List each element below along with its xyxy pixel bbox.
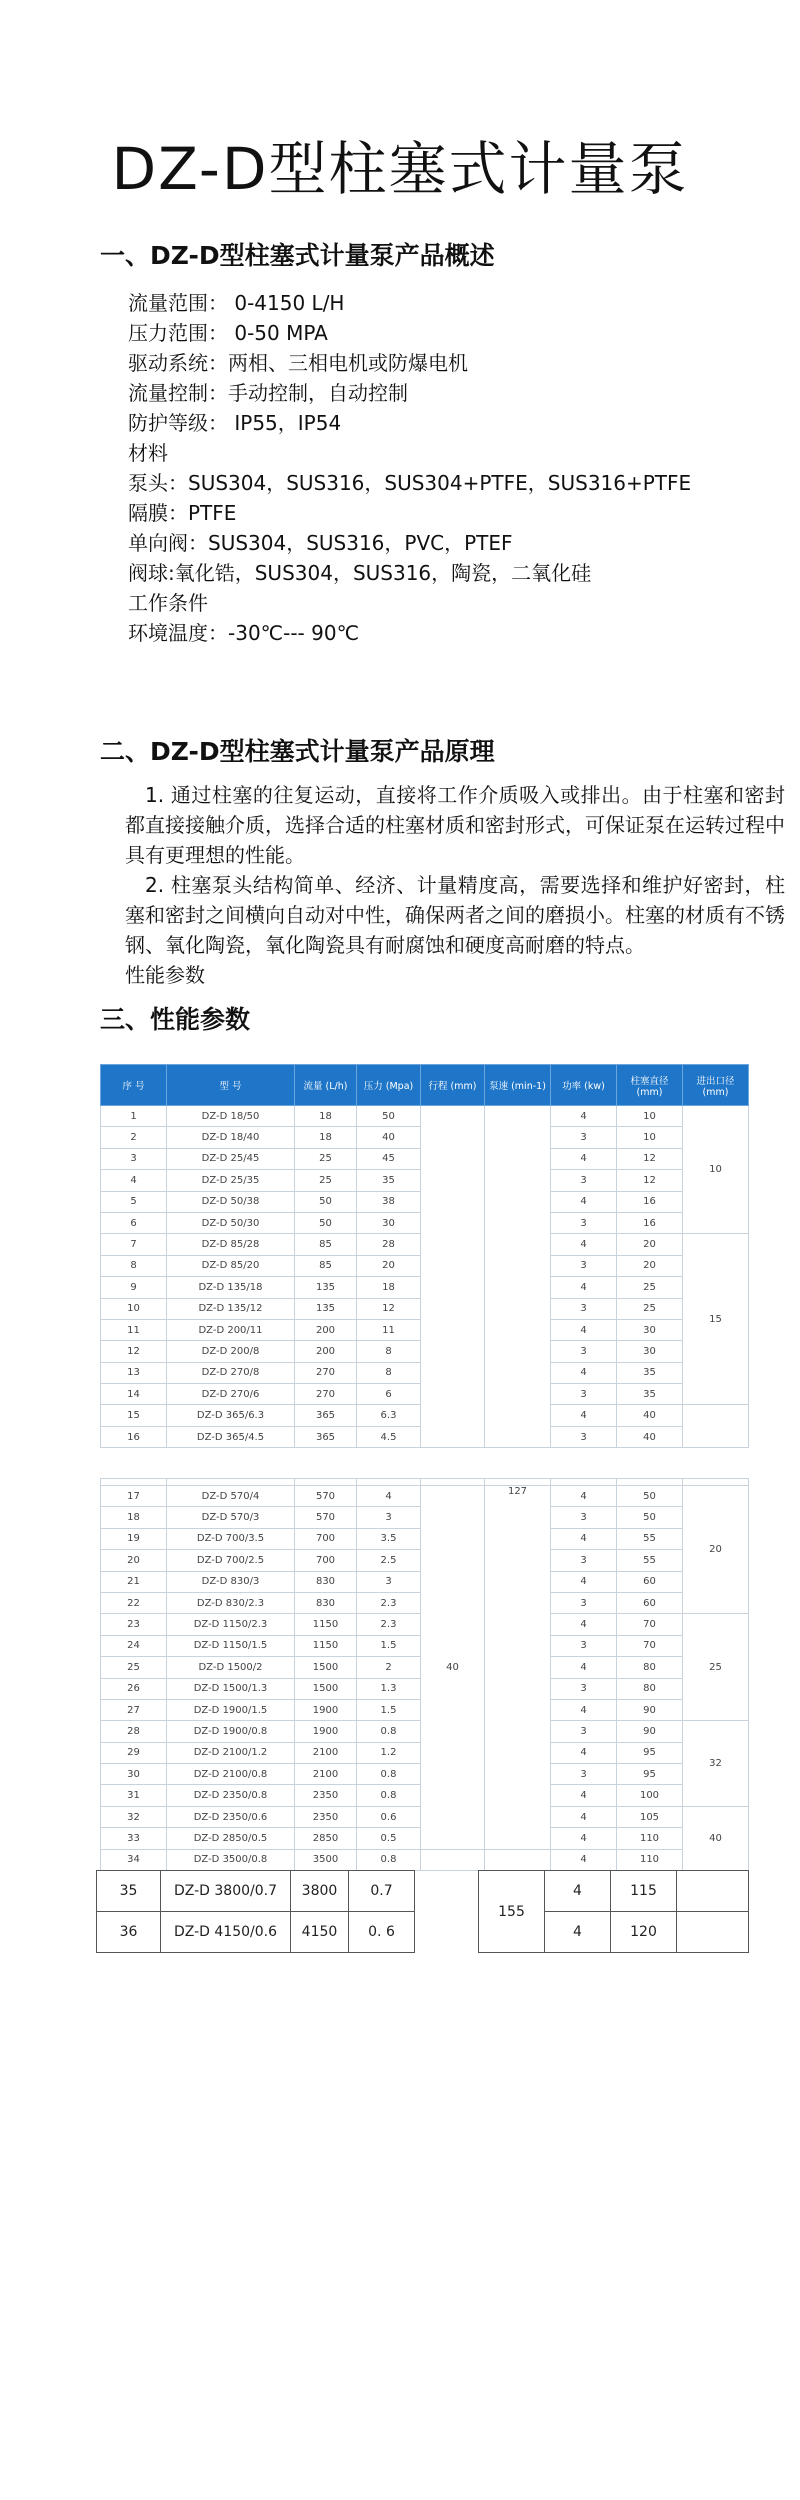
plunger-diameter-cell: 80 [617,1657,683,1678]
port-diameter-cell: 40 [683,1806,749,1870]
plunger-diameter-cell: 60 [617,1571,683,1592]
model-cell: DZ-D 25/35 [167,1170,295,1191]
header-cell: 序 号 [101,1065,167,1106]
pressure-cell: 1.5 [357,1635,421,1656]
pressure-cell: 38 [357,1191,421,1212]
plunger-diameter-cell: 40 [617,1426,683,1447]
plunger-diameter-cell: 20 [617,1234,683,1255]
power-cell: 4 [551,1849,617,1870]
row-number-cell: 33 [101,1828,167,1849]
power-cell: 4 [551,1319,617,1340]
pressure-cell: 2.3 [357,1614,421,1635]
flow-cell: 1500 [295,1657,357,1678]
flow-cell: 1900 [295,1699,357,1720]
model-cell: DZ-D 18/40 [167,1127,295,1148]
flow-cell: 830 [295,1571,357,1592]
cut-cell [295,1479,357,1486]
page-title: DZ-D型柱塞式计量泵 [111,135,689,203]
pressure-cell: 0.5 [357,1828,421,1849]
pressure-cell: 20 [357,1255,421,1276]
model-cell: DZ-D 50/30 [167,1212,295,1233]
spec-drive-system: 驱动系统：两相、三相电机或防爆电机 [128,351,468,375]
pressure-cell: 30 [357,1212,421,1233]
cut-cell [101,1479,167,1486]
flow-cell: 25 [295,1148,357,1169]
power-cell: 4 [545,1871,611,1912]
port-diameter-cell: 15 [683,1234,749,1405]
power-cell: 4 [551,1106,617,1127]
plunger-diameter-cell: 90 [617,1721,683,1742]
cut-cell [485,1479,551,1486]
power-cell: 4 [551,1828,617,1849]
row-number-cell: 26 [101,1678,167,1699]
row-number-cell: 17 [101,1486,167,1507]
plunger-diameter-cell: 30 [617,1341,683,1362]
flow-cell: 2350 [295,1785,357,1806]
power-cell: 3 [551,1341,617,1362]
table-row [97,1871,749,1912]
cut-cell [421,1479,485,1486]
row-number-cell: 19 [101,1528,167,1549]
cut-cell [167,1479,295,1486]
power-cell: 4 [551,1486,617,1507]
plunger-diameter-cell: 50 [617,1507,683,1528]
spec-ambient-temp: 环境温度：-30℃--- 90℃ [128,621,360,645]
pressure-cell: 4 [357,1486,421,1507]
row-number-cell: 25 [101,1657,167,1678]
spec-conditions-heading: 工作条件 [128,591,208,615]
row-number-cell: 31 [101,1785,167,1806]
model-cell: DZ-D 1500/2 [167,1657,295,1678]
model-cell: DZ-D 2850/0.5 [167,1828,295,1849]
pressure-cell: 35 [357,1170,421,1191]
model-cell: DZ-D 830/3 [167,1571,295,1592]
pressure-cell: 18 [357,1277,421,1298]
row-number-cell: 10 [101,1298,167,1319]
performance-table-part-3 [96,1870,749,1953]
power-cell: 4 [551,1614,617,1635]
plunger-diameter-cell: 55 [617,1528,683,1549]
flow-cell: 85 [295,1234,357,1255]
model-cell: DZ-D 1500/1.3 [167,1678,295,1699]
spec-check-valve: 单向阀：SUS304，SUS316，PVC，PTEF [128,531,513,555]
model-cell: DZ-D 1900/0.8 [167,1721,295,1742]
performance-table-part-2 [100,1478,749,1871]
plunger-diameter-cell: 55 [617,1550,683,1571]
pressure-cell: 8 [357,1341,421,1362]
principle-paragraph-3: 性能参数 [125,963,205,987]
pressure-cell: 4.5 [357,1426,421,1447]
plunger-diameter-cell: 12 [617,1148,683,1169]
spec-valve-ball: 阀球:氧化锆，SUS304，SUS316，陶瓷，二氧化硅 [128,561,592,585]
row-number-cell: 1 [101,1106,167,1127]
plunger-diameter-cell: 110 [617,1828,683,1849]
plunger-diameter-cell: 100 [617,1785,683,1806]
spec-materials-heading: 材料 [128,441,168,465]
power-cell: 3 [551,1426,617,1447]
plunger-diameter-cell: 80 [617,1678,683,1699]
row-number-cell: 2 [101,1127,167,1148]
flow-cell: 200 [295,1341,357,1362]
port-diameter-cell [683,1405,749,1448]
model-cell: DZ-D 85/28 [167,1234,295,1255]
header-cell: 功率 (kw) [551,1065,617,1106]
flow-cell: 1900 [295,1721,357,1742]
power-cell: 4 [551,1528,617,1549]
model-cell: DZ-D 2350/0.8 [167,1785,295,1806]
row-number-cell: 15 [101,1405,167,1426]
cut-cell [551,1479,617,1486]
model-cell: DZ-D 830/2.3 [167,1592,295,1613]
model-cell: DZ-D 1150/1.5 [167,1635,295,1656]
pressure-cell: 28 [357,1234,421,1255]
model-cell: DZ-D 2350/0.6 [167,1806,295,1827]
power-cell: 3 [551,1384,617,1405]
row-number-cell: 27 [101,1699,167,1720]
plunger-diameter-cell: 40 [617,1405,683,1426]
power-cell: 3 [551,1678,617,1699]
pressure-cell: 0.6 [357,1806,421,1827]
row-number-cell: 3 [101,1148,167,1169]
model-cell: DZ-D 200/11 [167,1319,295,1340]
model-cell: DZ-D 365/4.5 [167,1426,295,1447]
pressure-cell: 2 [357,1657,421,1678]
row-number-cell: 7 [101,1234,167,1255]
plunger-diameter-cell: 110 [617,1849,683,1870]
pressure-cell: 3 [357,1507,421,1528]
flow-cell: 2100 [295,1764,357,1785]
flow-cell: 270 [295,1384,357,1405]
model-cell: DZ-D 4150/0.6 [161,1912,291,1953]
row-number-cell: 29 [101,1742,167,1763]
plunger-diameter-cell: 50 [617,1486,683,1507]
flow-cell: 270 [295,1362,357,1383]
power-cell: 3 [551,1170,617,1191]
model-cell: DZ-D 3500/0.8 [167,1849,295,1870]
port-diameter-cell: 25 [683,1614,749,1721]
performance-table-part-1 [100,1064,749,1448]
spec-diaphragm: 隔膜：PTFE [128,501,237,525]
plunger-diameter-cell: 16 [617,1212,683,1233]
pressure-cell: 0.8 [357,1764,421,1785]
model-cell: DZ-D 3800/0.7 [161,1871,291,1912]
power-cell: 3 [551,1127,617,1148]
section-heading-principle: 二、DZ-D型柱塞式计量泵产品原理 [100,737,495,766]
pressure-cell: 1.3 [357,1678,421,1699]
pressure-cell: 6 [357,1384,421,1405]
row-number-cell: 4 [101,1170,167,1191]
power-cell: 4 [551,1405,617,1426]
table-header-row [101,1065,749,1106]
flow-cell: 135 [295,1277,357,1298]
row-number-cell: 11 [101,1319,167,1340]
row-number-cell: 36 [97,1912,161,1953]
pressure-cell: 1.2 [357,1742,421,1763]
power-cell: 3 [551,1255,617,1276]
flow-cell: 4150 [291,1912,349,1953]
pressure-cell: 3 [357,1571,421,1592]
pressure-cell: 2.5 [357,1550,421,1571]
power-cell: 3 [551,1721,617,1742]
power-cell: 3 [551,1764,617,1785]
model-cell: DZ-D 2100/1.2 [167,1742,295,1763]
plunger-diameter-cell: 35 [617,1384,683,1405]
row-number-cell: 9 [101,1277,167,1298]
speed-cell [485,1106,551,1448]
row-number-cell: 28 [101,1721,167,1742]
plunger-diameter-cell: 105 [617,1806,683,1827]
pressure-cell: 3.5 [357,1528,421,1549]
model-cell: DZ-D 135/12 [167,1298,295,1319]
pressure-cell: 0.8 [357,1849,421,1870]
flow-cell: 50 [295,1212,357,1233]
power-cell: 4 [551,1234,617,1255]
plunger-diameter-cell: 30 [617,1319,683,1340]
row-number-cell: 20 [101,1550,167,1571]
spec-flow-range: 流量范围： 0-4150 L/H [128,291,345,315]
row-number-cell: 21 [101,1571,167,1592]
plunger-diameter-cell: 95 [617,1742,683,1763]
plunger-diameter-cell: 60 [617,1592,683,1613]
spec-flow-control: 流量控制：手动控制，自动控制 [128,381,408,405]
pressure-cell: 0.8 [357,1785,421,1806]
speed-cell: 155 [479,1871,545,1953]
stroke-cell: 40 [421,1486,485,1850]
plunger-diameter-cell: 10 [617,1106,683,1127]
plunger-diameter-cell: 120 [611,1912,677,1953]
flow-cell: 570 [295,1507,357,1528]
power-cell: 4 [551,1362,617,1383]
pressure-cell: 50 [357,1106,421,1127]
table-row [101,1849,749,1870]
plunger-diameter-cell: 25 [617,1277,683,1298]
row-number-cell: 5 [101,1191,167,1212]
plunger-diameter-cell: 25 [617,1298,683,1319]
model-cell: DZ-D 700/2.5 [167,1550,295,1571]
header-cell: 行程 (mm) [421,1065,485,1106]
spec-pump-head: 泵头：SUS304，SUS316，SUS304+PTFE，SUS316+PTFE [128,471,692,495]
flow-cell: 200 [295,1319,357,1340]
power-cell: 4 [545,1912,611,1953]
model-cell: DZ-D 270/6 [167,1384,295,1405]
row-number-cell: 30 [101,1764,167,1785]
plunger-diameter-cell: 95 [617,1764,683,1785]
speed-cell: 127 [485,1486,551,1850]
plunger-diameter-cell: 16 [617,1191,683,1212]
row-number-cell: 13 [101,1362,167,1383]
model-cell: DZ-D 135/18 [167,1277,295,1298]
row-number-cell: 23 [101,1614,167,1635]
pressure-cell: 0.7 [349,1871,415,1912]
table-body-part-3 [97,1871,749,1953]
flow-cell: 700 [295,1528,357,1549]
power-cell: 4 [551,1742,617,1763]
port-diameter-cell [677,1912,749,1953]
pressure-cell: 6.3 [357,1405,421,1426]
plunger-diameter-cell: 115 [611,1871,677,1912]
power-cell: 4 [551,1571,617,1592]
row-number-cell: 6 [101,1212,167,1233]
flow-cell: 135 [295,1298,357,1319]
port-diameter-cell: 20 [683,1486,749,1614]
flow-cell: 2850 [295,1828,357,1849]
pressure-cell: 2.3 [357,1592,421,1613]
power-cell: 4 [551,1277,617,1298]
plunger-diameter-cell: 20 [617,1255,683,1276]
header-cell: 流量 (L/h) [295,1065,357,1106]
power-cell: 3 [551,1507,617,1528]
model-cell: DZ-D 18/50 [167,1106,295,1127]
model-cell: DZ-D 25/45 [167,1148,295,1169]
flow-cell: 50 [295,1191,357,1212]
flow-cell: 1150 [295,1635,357,1656]
row-number-cell: 16 [101,1426,167,1447]
plunger-diameter-cell: 10 [617,1127,683,1148]
flow-cell: 18 [295,1106,357,1127]
plunger-diameter-cell: 90 [617,1699,683,1720]
flow-cell: 1500 [295,1678,357,1699]
flow-cell: 830 [295,1592,357,1613]
header-cell: 泵速 (min-1) [485,1065,551,1106]
principle-text [125,780,785,990]
principle-paragraph-1: 1. 通过柱塞的往复运动，直接将工作介质吸入或排出。由于柱塞和密封都直接接触介质，选择合适的柱塞材质和密封形式，可保证泵在运转过程中具有更理想的性能。 [125,783,785,867]
power-cell: 3 [551,1592,617,1613]
pressure-cell: 0. 6 [349,1912,415,1953]
header-cell: 型 号 [167,1065,295,1106]
flow-cell: 85 [295,1255,357,1276]
flow-cell: 1150 [295,1614,357,1635]
power-cell: 4 [551,1657,617,1678]
spec-pressure-range: 压力范围： 0-50 MPA [128,321,328,345]
model-cell: DZ-D 570/3 [167,1507,295,1528]
row-number-cell: 22 [101,1592,167,1613]
model-cell: DZ-D 270/8 [167,1362,295,1383]
table-body-part-2 [101,1479,749,1871]
flow-cell: 2100 [295,1742,357,1763]
pressure-cell: 12 [357,1298,421,1319]
header-cell: 压力 (Mpa) [357,1065,421,1106]
power-cell: 3 [551,1550,617,1571]
port-diameter-cell: 32 [683,1721,749,1807]
header-cell: 柱塞直径 (mm) [617,1065,683,1106]
pressure-cell: 0.8 [357,1721,421,1742]
row-number-cell: 32 [101,1806,167,1827]
power-cell: 3 [551,1298,617,1319]
section-heading-overview: 一、DZ-D型柱塞式计量泵产品概述 [100,241,495,270]
power-cell: 3 [551,1635,617,1656]
plunger-diameter-cell: 35 [617,1362,683,1383]
port-diameter-cell: 10 [683,1106,749,1234]
flow-cell: 18 [295,1127,357,1148]
section-heading-performance: 三、性能参数 [100,1005,251,1034]
table-row [101,1106,749,1127]
table-row-cut [101,1479,749,1486]
model-cell: DZ-D 1900/1.5 [167,1699,295,1720]
pressure-cell: 1.5 [357,1699,421,1720]
flow-cell: 365 [295,1426,357,1447]
plunger-diameter-cell: 70 [617,1635,683,1656]
plunger-diameter-cell: 70 [617,1614,683,1635]
flow-cell: 3800 [291,1871,349,1912]
row-number-cell: 18 [101,1507,167,1528]
stroke-cell [421,1106,485,1448]
stroke-cell [415,1871,479,1953]
power-cell: 3 [551,1212,617,1233]
pressure-cell: 45 [357,1148,421,1169]
model-cell: DZ-D 2100/0.8 [167,1764,295,1785]
port-diameter-cell [677,1871,749,1912]
flow-cell: 570 [295,1486,357,1507]
row-number-cell: 8 [101,1255,167,1276]
table-body-part-1 [101,1106,749,1448]
flow-cell: 700 [295,1550,357,1571]
table-row [101,1486,749,1507]
power-cell: 4 [551,1191,617,1212]
row-number-cell: 35 [97,1871,161,1912]
row-number-cell: 14 [101,1384,167,1405]
power-cell: 4 [551,1806,617,1827]
cut-cell [617,1479,683,1486]
row-number-cell: 34 [101,1849,167,1870]
stroke-cell [421,1849,485,1870]
principle-paragraph-2: 2. 柱塞泵头结构简单、经济、计量精度高，需要选择和维护好密封，柱塞和密封之间横向自动对中性，确保两者之间的磨损小。柱塞的材质有不锈钢、氧化陶瓷，氧化陶瓷具有耐腐蚀和硬度高耐磨的特点。 [125,873,785,957]
pressure-cell: 11 [357,1319,421,1340]
row-number-cell: 12 [101,1341,167,1362]
row-number-cell: 24 [101,1635,167,1656]
header-cell: 进出口径 (mm) [683,1065,749,1106]
spec-list [128,288,691,648]
flow-cell: 2350 [295,1806,357,1827]
spec-protection: 防护等级： IP55，IP54 [128,411,342,435]
model-cell: DZ-D 700/3.5 [167,1528,295,1549]
power-cell: 4 [551,1785,617,1806]
model-cell: DZ-D 1150/2.3 [167,1614,295,1635]
cut-cell [357,1479,421,1486]
power-cell: 4 [551,1699,617,1720]
plunger-diameter-cell: 12 [617,1170,683,1191]
flow-cell: 365 [295,1405,357,1426]
cut-cell [683,1479,749,1486]
model-cell: DZ-D 50/38 [167,1191,295,1212]
speed-cell [485,1849,551,1870]
pressure-cell: 40 [357,1127,421,1148]
flow-cell: 3500 [295,1849,357,1870]
flow-cell: 25 [295,1170,357,1191]
model-cell: DZ-D 365/6.3 [167,1405,295,1426]
model-cell: DZ-D 570/4 [167,1486,295,1507]
power-cell: 4 [551,1148,617,1169]
model-cell: DZ-D 200/8 [167,1341,295,1362]
pressure-cell: 8 [357,1362,421,1383]
model-cell: DZ-D 85/20 [167,1255,295,1276]
